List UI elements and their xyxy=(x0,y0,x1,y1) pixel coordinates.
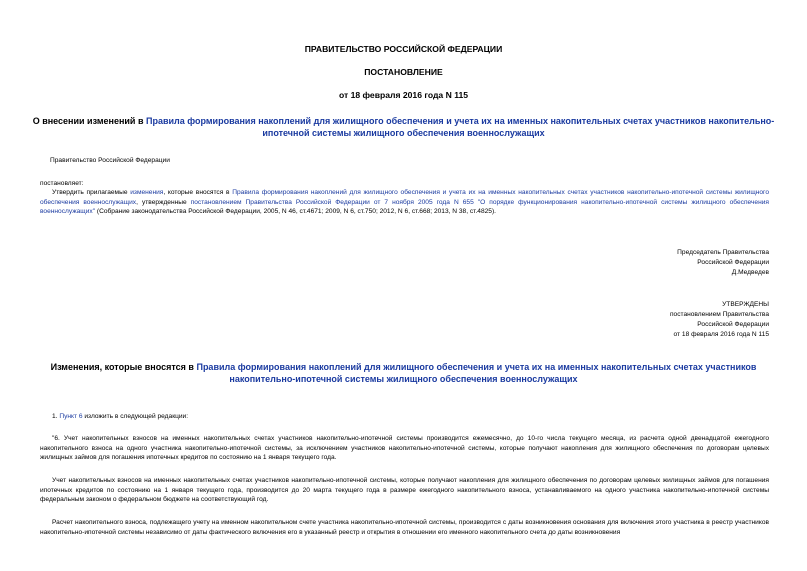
paragraph-accounting: Учет накопительных взносов на именных накопительных счетах участников накопительно-ипотечной системы, которые получают накопления для жилищного обеспечения по договорам целевых жилищных займов для погашения ипотечных кредитов по состоянию на 1 января текущего года, производится до 20 марта текущего года в размере ежегодного накопительного взноса, устанавливаемого на одного участника накопительно-ипотечной системы федеральным законом о федеральном бюджете на соответствующий год. xyxy=(40,477,769,504)
approved-line-2: постановлением Правительства xyxy=(669,311,769,318)
approved-line-4: от 18 февраля 2016 года N 115 xyxy=(673,331,769,338)
signature-line-1: Председатель Правительства xyxy=(677,249,769,256)
p1-text-d: (Собрание законодательства Российской Федерации, 2005, N 46, ст.4671; 2009, N 6, ст.750; 2012, N 6, ст.668; 2013, N 38, ст.4825). xyxy=(95,208,496,216)
changes-title-prefix: Изменения, которые вносятся в xyxy=(50,362,197,372)
government-text: Правительство Российской Федерации xyxy=(50,157,170,164)
signature-line-3: Д.Медведев xyxy=(731,269,769,276)
signature-line-2: Российской Федерации xyxy=(697,259,769,266)
header-date: от 18 февраля 2016 года N 115 xyxy=(338,90,469,100)
paragraph-calculation: Расчет накопительного взноса, подлежащего учету на именном накопительном счете участника накопительно-ипотечной системы, производится с даты возникновения основания для включения этого участника в реестр участников накопительно-ипотечной системы независимо от даты фактического включения его в указанный реестр и открытия в отношении его именного накопительного счета до даты возникновения xyxy=(40,519,769,536)
item-1-num: 1. xyxy=(52,413,60,420)
header-org: ПРАВИТЕЛЬСТВО РОССИЙСКОЙ ФЕДЕРАЦИИ xyxy=(304,44,503,54)
resolves-text: постановляет: xyxy=(40,180,84,187)
item-1-rest: изложить в следующей редакции: xyxy=(82,413,189,420)
rules-link[interactable]: Правила формирования накоплений для жилищного обеспечения и учета их на именных накопительных счетах участников накопительно-ипотечной системы жилищного обеспечения военнослужащих xyxy=(40,189,769,206)
document-title xyxy=(22,115,785,139)
approved-line-3: Российской Федерации xyxy=(697,321,769,328)
intro-paragraph xyxy=(40,188,769,217)
signature-block xyxy=(677,248,769,278)
p1-text-c: , утвержденные xyxy=(136,198,191,206)
changes-link[interactable]: изменения xyxy=(130,189,164,196)
changes-title xyxy=(22,361,785,385)
approved-line-1: УТВЕРЖДЕНЫ xyxy=(722,301,769,308)
p1-text-a: Утвердить прилагаемые xyxy=(52,189,131,196)
header-doctype: ПОСТАНОВЛЕНИЕ xyxy=(364,67,443,77)
title-prefix: О внесении изменений в xyxy=(32,116,146,126)
p1-text-b: , которые вносятся в xyxy=(163,189,233,196)
item-6-link[interactable]: Пункт 6 xyxy=(59,413,83,420)
paragraph-6-text: "6. Учет накопительных взносов на именных накопительных счетах участников накопительно-ипотечной системы производится ежемесячно, до 10-го числа текущего месяца, из расчета одной двенадцатой ежегодного накопительного взноса на одного участника накопительно-ипотечной системы, за исключением участников накопительно-ипотечной системы, которые получают накопления для жилищного обеспечения по договорам целевых жилищных займов для погашения ипотечных кредитов по состоянию на 1 января текущего года. xyxy=(40,435,769,462)
approved-block xyxy=(670,300,769,340)
resolution-655-link[interactable]: постановлением Правительства Российской Федерации от 7 ноября 2005 года N 655 "О порядке функционирования накопительно-ипотечной системы жилищного обеспечения военнослужащих" xyxy=(40,198,769,216)
item-1 xyxy=(52,412,188,422)
title-rules-link[interactable]: Правила формирования накоплений для жилищного обеспечения и учета их на именных накопительных счетах участников накопительно-ипотечной системы жилищного обеспечения военнослужащих xyxy=(145,116,775,138)
changes-title-rules-link[interactable]: Правила формирования накоплений для жилищного обеспечения и учета их на именных накопительных счетах участников накопительно-ипотечной системы жилищного обеспечения военнослужащих xyxy=(196,362,757,384)
